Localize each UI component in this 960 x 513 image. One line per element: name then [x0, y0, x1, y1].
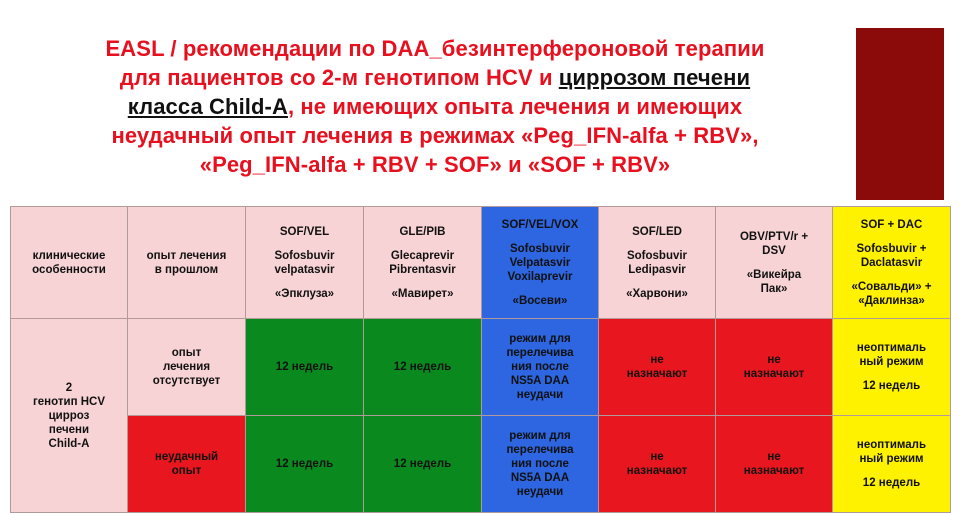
header-experience: опыт лечения в прошлом	[128, 207, 246, 319]
gle-pib-failed-cell: 12 недель	[364, 416, 482, 513]
title-line-5: «Peg_IFN-alfa + RBV + SOF» и «SOF + RBV»	[199, 152, 671, 177]
sof-dac-failed-cell: неоптималь ный режим 12 недель	[833, 416, 951, 513]
sof-vel-vox-failed-cell: режим для перелечива ния после NS5A DAA неудачи	[482, 416, 599, 513]
obv-failed-cell: не назначают	[716, 416, 833, 513]
header-obv-ptv-r-dsv: OBV/PTV/r + DSV «Викейра Пак»	[716, 207, 833, 319]
title-line-3-red: , не имеющих опыта лечения и имеющих	[287, 94, 743, 119]
header-row	[11, 207, 951, 319]
page-title	[20, 34, 850, 179]
header-clinical: клинические особенности	[11, 207, 128, 319]
dark-red-logo-block	[856, 28, 944, 200]
title-line-2	[20, 63, 850, 92]
sof-led-naive-cell: не назначают	[599, 319, 716, 416]
header-sof-led: SOF/LED Sofosbuvir Ledipasvir «Харвони»	[599, 207, 716, 319]
header-sof-vel: SOF/VEL Sofosbuvir velpatasvir «Эпклуза»	[246, 207, 364, 319]
title-line-3	[20, 92, 850, 121]
obv-naive-cell: не назначают	[716, 319, 833, 416]
header-sof-dac: SOF + DAC Sofosbuvir + Daclatasvir «Совальди» + «Даклинза»	[833, 207, 951, 319]
title-line-2-red: для пациентов со 2-м генотипом HCV и	[119, 65, 559, 90]
table-row	[11, 416, 951, 513]
clinical-features-cell: 2 генотип HCV цирроз печени Child-A	[11, 319, 128, 513]
experience-failed-cell: неудачный опыт	[128, 416, 246, 513]
header-sof-vel-vox: SOF/VEL/VOX Sofosbuvir Velpatasvir Voxilaprevir «Восеви»	[482, 207, 599, 319]
experience-none-cell: опыт лечения отсутствует	[128, 319, 246, 416]
sof-dac-naive-cell: неоптималь ный режим 12 недель	[833, 319, 951, 416]
title-line-1: EASL / рекомендации по DAA_безинтерфероновой терапии	[105, 36, 765, 61]
table-row	[11, 319, 951, 416]
sof-led-failed-cell: не назначают	[599, 416, 716, 513]
header-gle-pib: GLE/PIB Glecaprevir Pibrentasvir «Мавирет»	[364, 207, 482, 319]
title-line-4: неудачный опыт лечения в режимах «Peg_IFN-alfa + RBV»,	[111, 123, 759, 148]
title-child-a-underlined: класса Child-A	[127, 94, 288, 119]
title-cirrhosis-underlined: циррозом печени	[558, 65, 751, 90]
gle-pib-naive-cell: 12 недель	[364, 319, 482, 416]
sof-vel-failed-cell: 12 недель	[246, 416, 364, 513]
treatment-table	[10, 206, 951, 513]
sof-vel-vox-naive-cell: режим для перелечива ния после NS5A DAA неудачи	[482, 319, 599, 416]
sof-vel-naive-cell: 12 недель	[246, 319, 364, 416]
